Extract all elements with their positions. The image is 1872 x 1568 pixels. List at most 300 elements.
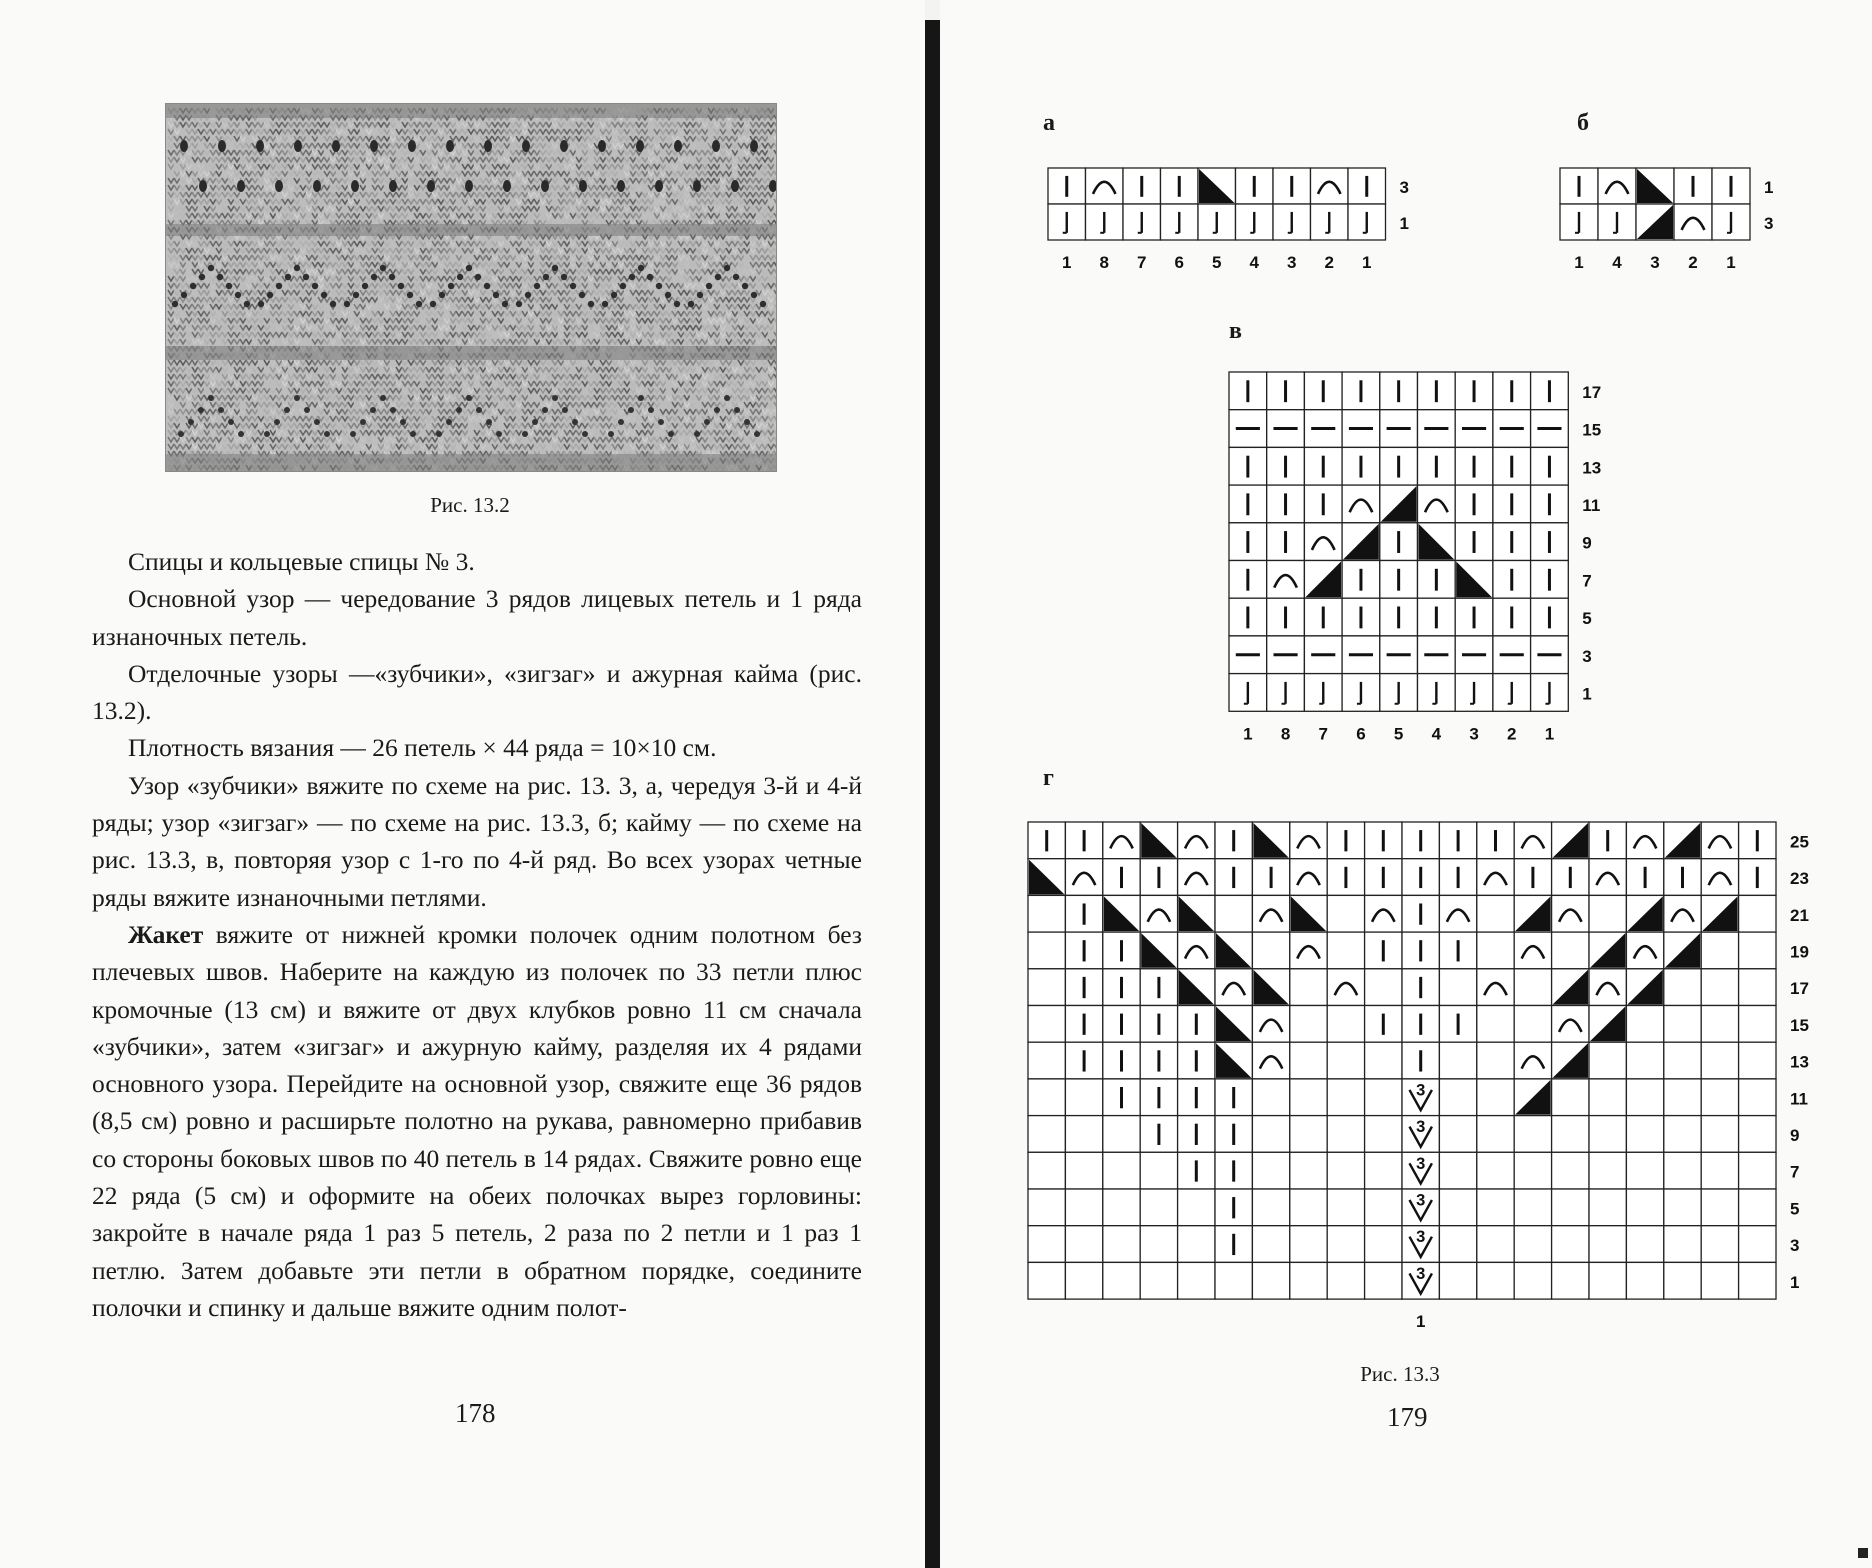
chart-cell [1342,447,1380,485]
chart-cell [1342,410,1380,448]
chart-cell [1589,822,1626,859]
chart-cell [1342,598,1380,636]
chart-cell [1327,895,1364,932]
chart-grid-svg [1048,168,1436,280]
row-label: 1 [1790,1272,1800,1292]
chart-cell [1701,1079,1738,1116]
chart-cell [1664,895,1701,932]
chart-cell [1103,932,1140,969]
chart-cell [1514,1042,1551,1079]
chart-cell [1267,674,1305,712]
chart-cell [1215,1079,1252,1116]
figure-caption: Рис. 13.3 [1360,1362,1440,1386]
chart-grid-svg [1560,168,1800,280]
paragraph [92,655,862,730]
chart-cell [1560,168,1598,204]
chart-cell [1552,1079,1589,1116]
column-label: 6 [1356,724,1366,744]
chart-cell [1701,1262,1738,1299]
chart-cell [1123,168,1161,204]
chart-cell [1739,1116,1776,1153]
column-label: 2 [1324,253,1334,272]
chart-cell [1598,204,1636,240]
chart-cell [1739,1262,1776,1299]
chart-cell [1140,822,1177,859]
chart-cell [1418,410,1456,448]
chart-cell [1439,1116,1476,1153]
chart-cell [1103,895,1140,932]
chart-cell [1674,204,1712,240]
chart-cell [1103,1189,1140,1226]
chart-cell [1365,822,1402,859]
chart-cell [1365,1189,1402,1226]
column-label: 8 [1280,724,1291,744]
chart-cell [1215,932,1252,969]
chart-cell [1626,1006,1663,1043]
chart-cell [1418,485,1456,523]
chart-cell [1514,822,1551,859]
paragraph [92,916,862,1326]
chart-cell [1178,1226,1215,1263]
chart-cell [1380,523,1418,561]
chart-cell [1229,410,1267,448]
chart-cell [1402,1116,1439,1153]
chart-cell [1514,1262,1551,1299]
chart-cell [1418,372,1456,410]
column-label: 6 [1174,253,1184,272]
chart-cell [1267,372,1305,410]
chart-cell [1065,1226,1102,1263]
row-label: 1 [1764,178,1774,197]
column-label: 7 [1318,724,1328,744]
row-label: 9 [1790,1125,1800,1145]
chart-cell [1439,859,1476,896]
chart-cell [1477,1079,1514,1116]
chart-cell [1140,859,1177,896]
chart-cell [1252,1042,1289,1079]
chart-a-letter: а [1043,110,1055,136]
chart-cell [1178,1116,1215,1153]
column-label: 5 [1212,253,1222,272]
chart-cell [1439,1042,1476,1079]
chart-cell [1514,1079,1551,1116]
chart-cell [1514,1152,1551,1189]
chart-cell [1402,822,1439,859]
column-label: 4 [1612,253,1622,272]
paragraph-text: Спицы и кольцевые спицы № 3. [128,547,475,576]
chart-cell [1589,1079,1626,1116]
chart-cell [1252,1152,1289,1189]
chart-a [1048,168,1436,280]
chart-cell [1028,1152,1065,1189]
chart-cell [1215,1152,1252,1189]
chart-cell [1636,204,1674,240]
chart-cell [1028,969,1065,1006]
chart-cell [1380,674,1418,712]
body-text [92,543,862,1326]
row-label: 7 [1582,571,1592,591]
chart-cell [1290,1079,1327,1116]
chart-cell [1103,1226,1140,1263]
chart-cell [1531,485,1569,523]
chart-cell [1493,636,1531,674]
chart-cell [1664,969,1701,1006]
column-label: 3 [1287,253,1297,272]
chart-cell [1402,1189,1439,1226]
chart-cell [1514,1189,1551,1226]
chart-cell [1418,447,1456,485]
chart-cell [1229,561,1267,599]
row-label: 17 [1790,979,1809,999]
chart-cell [1701,1116,1738,1153]
chart-cell [1439,969,1476,1006]
chart-cell [1267,636,1305,674]
chart-cell [1065,859,1102,896]
chart-cell [1273,204,1311,240]
chart-cell [1402,969,1439,1006]
chart-cell [1701,1189,1738,1226]
paragraph-text: вяжите от нижней кромки полочек одним полотном без плечевых швов. Наберите на каждую из полочек по 33 петли плюс кромочные (13 см) и вяжите от двух клубков ровно 11 см сначала «зубчики», затем «зигзаг» и ажурную кайму, разделяя их 4 рядами основного узора. Перейдите на основной узор, свяжите еще 36 рядов (8,5 см) ровно и расширьте полотно на рукава, равномерно прибавив со стороны боковых швов по 40 петель в 14 рядах. Свяжите ровно еще 22 ряда (5 см) и оформите на обеих полочках вырез горловины: закройте в начале ряда 1 раз 5 петель, 2 раза по 2 петли и 1 раз 1 петлю. Затем добавьте эти петли в обратном порядке, соедините полочки и спинку и дальше вяжите одним полот- [92,919,862,1322]
row-label: 21 [1790,905,1809,925]
chart-cell [1028,822,1065,859]
chart-cell [1123,204,1161,240]
chart-cell [1552,1152,1589,1189]
chart-cell [1552,1226,1589,1263]
chart-cell [1140,1226,1177,1263]
chart-cell [1418,674,1456,712]
chart-cell [1327,822,1364,859]
chart-cell [1140,932,1177,969]
chart-cell [1028,1116,1065,1153]
row-label: 5 [1582,609,1592,629]
chart-cell [1365,1116,1402,1153]
chart-cell [1531,674,1569,712]
column-label: 1 [1726,253,1736,272]
chart-cell [1252,932,1289,969]
row-label: 9 [1582,533,1592,553]
chart-cell [1514,1006,1551,1043]
row-label: 3 [1582,646,1592,666]
chart-cell [1402,1262,1439,1299]
chart-cell [1380,598,1418,636]
row-label: 19 [1790,942,1809,962]
chart-cell [1178,1152,1215,1189]
chart-cell [1028,859,1065,896]
chart-cell [1140,1262,1177,1299]
chart-cell [1252,1116,1289,1153]
book-spine [925,20,940,1568]
chart-cell [1178,859,1215,896]
chart-cell [1589,859,1626,896]
chart-cell [1140,1042,1177,1079]
chart-cell [1739,1226,1776,1263]
chart-cell [1531,636,1569,674]
chart-cell [1304,410,1342,448]
chart-cell [1455,636,1493,674]
chart-cell [1455,485,1493,523]
chart-cell [1455,674,1493,712]
chart-cell [1493,598,1531,636]
chart-cell [1365,1006,1402,1043]
chart-cell [1712,168,1750,204]
chart-cell [1701,822,1738,859]
chart-cell [1304,523,1342,561]
chart-cell [1327,1042,1364,1079]
chart-cell [1290,822,1327,859]
chart-cell [1048,168,1086,204]
chart-cell [1342,372,1380,410]
column-label: 1 [1544,724,1555,744]
chart-cell [1028,1262,1065,1299]
paragraph-text: Плотность вязания — 26 петель × 44 ряда = 10×10 см. [128,733,717,763]
chart-cell [1290,1042,1327,1079]
chart-cell [1252,1189,1289,1226]
chart-cell [1267,447,1305,485]
chart-cell [1439,1079,1476,1116]
row-label: 17 [1582,382,1602,402]
row-label: 7 [1790,1162,1800,1182]
chart-cell [1626,1189,1663,1226]
chart-cell [1514,1226,1551,1263]
chart-cell [1402,1006,1439,1043]
chart-cell [1178,895,1215,932]
chart-cell [1514,895,1551,932]
chart-cell [1439,932,1476,969]
chart-cell [1455,523,1493,561]
chart-cell [1455,598,1493,636]
chart-cell [1365,969,1402,1006]
chart-cell [1439,1262,1476,1299]
chart-cell [1065,1006,1102,1043]
chart-cell [1267,561,1305,599]
chart-cell [1327,1226,1364,1263]
chart-cell [1552,1042,1589,1079]
row-label: 1 [1582,684,1592,704]
chart-cell [1493,674,1531,712]
column-label: 4 [1431,724,1442,744]
chart-cell [1477,1189,1514,1226]
chart-cell [1439,1152,1476,1189]
chart-cell [1626,932,1663,969]
chart-cell [1178,932,1215,969]
chart-cell [1215,1226,1252,1263]
chart-cell [1531,447,1569,485]
chart-cell [1304,372,1342,410]
chart-cell [1402,1079,1439,1116]
paragraph-text: Узор «зубчики» вяжите по схеме на рис. 13. 3, а, чередуя 3-й и 4-й ряды; узор «зигзаг» — по схеме на рис. 13.3, б; кайму — по схеме на рис. 13.3, в, повторяя узор с 1-го по 4-й ряд. Во всех узорах четные ряды вяжите изнаночными петлями. [92,770,862,912]
chart-cell [1342,523,1380,561]
chart-cell [1290,1116,1327,1153]
chart-cell [1712,204,1750,240]
chart-cell [1626,1116,1663,1153]
paragraph [92,580,862,655]
chart-cell [1065,1079,1102,1116]
chart-cell [1252,1006,1289,1043]
chart-cell [1626,1079,1663,1116]
chart-cell [1477,1042,1514,1079]
chart-cell [1365,895,1402,932]
chart-cell [1198,204,1236,240]
chart-cell [1304,598,1342,636]
chart-cell [1327,1189,1364,1226]
chart-cell [1552,1006,1589,1043]
chart-cell [1140,1079,1177,1116]
chart-cell [1589,895,1626,932]
chart-cell [1552,1262,1589,1299]
chart-cell [1455,410,1493,448]
chart-cell [1664,1116,1701,1153]
chart-cell [1589,1226,1626,1263]
svg-text:3: 3 [1416,1154,1426,1173]
chart-cell [1267,523,1305,561]
chart-cell [1327,1116,1364,1153]
chart-cell [1365,1079,1402,1116]
row-label: 3 [1764,214,1774,233]
chart-cell [1236,204,1274,240]
chart-cell [1290,1006,1327,1043]
chart-cell [1626,1226,1663,1263]
chart-cell [1103,822,1140,859]
chart-cell [1365,859,1402,896]
chart-cell [1380,485,1418,523]
chart-cell [1215,822,1252,859]
chart-cell [1477,1226,1514,1263]
chart-cell [1552,932,1589,969]
chart-cell [1086,204,1124,240]
paragraph [92,729,862,766]
chart-cell [1589,1262,1626,1299]
column-label: 1 [1062,253,1072,272]
chart-cell [1229,674,1267,712]
chart-cell [1236,168,1274,204]
chart-cell [1229,523,1267,561]
chart-cell [1365,1226,1402,1263]
chart-cell [1739,932,1776,969]
chart-cell [1290,1189,1327,1226]
chart-cell [1140,969,1177,1006]
chart-cell [1636,168,1674,204]
chart-cell [1198,168,1236,204]
paragraph-text: Основной узор — чередование 3 рядов лицевых петель и 1 ряда изнаночных петель. [92,584,862,651]
chart-cell [1103,969,1140,1006]
chart-cell [1589,1152,1626,1189]
column-label: 4 [1249,253,1259,272]
row-label: 1 [1399,214,1409,233]
chart-cell [1477,1262,1514,1299]
chart-cell [1493,447,1531,485]
chart-cell [1739,859,1776,896]
chart-cell [1626,1152,1663,1189]
row-label: 15 [1582,420,1602,440]
chart-cell [1103,1006,1140,1043]
svg-text:3: 3 [1416,1191,1426,1210]
chart-cell [1342,561,1380,599]
chart-cell [1304,636,1342,674]
column-label: 3 [1469,724,1479,744]
chart-cell [1626,1262,1663,1299]
paragraph-text: Отделочные узоры —«зубчики», «зигзаг» и ажурная кайма (рис. 13.2). [92,658,862,726]
chart-cell [1739,895,1776,932]
chart-cell [1365,1042,1402,1079]
chart-cell [1439,1189,1476,1226]
chart-cell [1477,895,1514,932]
chart-cell [1327,859,1364,896]
chart-cell [1290,932,1327,969]
chart-cell [1402,859,1439,896]
chart-cell [1065,969,1102,1006]
chart-cell [1161,168,1199,204]
chart-cell [1739,1152,1776,1189]
chart-cell [1664,932,1701,969]
chart-cell [1065,1042,1102,1079]
chart-cell [1402,1042,1439,1079]
chart-cell [1252,895,1289,932]
chart-cell [1229,485,1267,523]
chart-cell [1531,523,1569,561]
chart-cell [1739,1006,1776,1043]
knit-texture [166,104,776,471]
chart-cell [1028,1079,1065,1116]
chart-cell [1327,1262,1364,1299]
chart-cell [1402,895,1439,932]
chart-cell [1178,1079,1215,1116]
chart-cell [1674,168,1712,204]
chart-cell [1327,969,1364,1006]
chart-cell [1514,859,1551,896]
chart-cell [1065,1116,1102,1153]
chart-cell [1229,636,1267,674]
chart-cell [1215,1189,1252,1226]
page-number-left: 178 [455,1398,496,1428]
chart-cell [1290,969,1327,1006]
chart-cell [1327,1079,1364,1116]
chart-cell [1304,485,1342,523]
chart-g-letter: г [1043,765,1054,791]
chart-cell [1252,969,1289,1006]
column-label: 3 [1650,253,1660,272]
chart-cell [1028,895,1065,932]
row-label: 15 [1790,1015,1809,1035]
chart-cell [1311,204,1349,240]
chart-cell [1103,1079,1140,1116]
chart-cell [1342,485,1380,523]
row-label: 11 [1790,1089,1808,1109]
chart-cell [1418,561,1456,599]
chart-cell [1493,561,1531,599]
chart-cell [1418,636,1456,674]
chart-cell [1701,895,1738,932]
chart-cell [1514,1116,1551,1153]
chart-cell [1103,1116,1140,1153]
chart-cell [1215,1262,1252,1299]
chart-cell [1290,1262,1327,1299]
chart-cell [1380,561,1418,599]
chart-cell [1514,969,1551,1006]
chart-cell [1531,598,1569,636]
chart-cell [1589,932,1626,969]
chart-cell [1531,372,1569,410]
chart-cell [1493,410,1531,448]
column-label: 1 [1415,1312,1426,1332]
right-page [940,0,1872,1568]
chart-cell [1348,204,1386,240]
chart-cell [1477,1152,1514,1189]
chart-g [1028,822,1826,1339]
chart-cell [1439,822,1476,859]
row-label: 23 [1790,869,1809,889]
chart-cell [1380,372,1418,410]
chart-cell [1493,523,1531,561]
